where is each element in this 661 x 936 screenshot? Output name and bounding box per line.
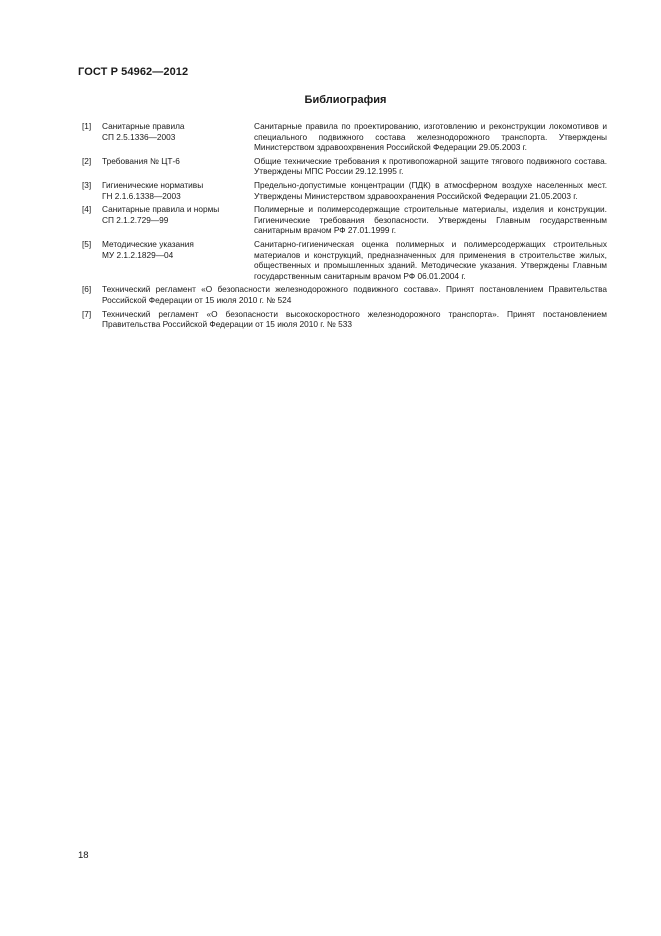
bibliography-entry-4 [82,204,607,236]
entry-number: [2] [82,155,92,166]
entry-title-line: Требования № ЦТ-6 [102,155,180,166]
entry-description: Полимерные и полимерсодержащие строительные материалы, изделия и конструкции. Гигиенические требования безопасности. Утверждены Главным государственным санитарным врачом РФ 27.01.1999 г. [254,204,607,236]
bibliography-entry-6 [82,284,607,305]
entry-title-line: МУ 2.1.2.1829—04 [102,249,174,260]
entry-description: Предельно-допустимые концентрации (ПДК) в атмосферном воздухе населенных мест. Утверждены Министерством здравоохранения Российской Федерации 21.05.2003 г. [254,179,607,201]
page-number: 18 [78,850,89,861]
entry-title [102,204,254,236]
entry-title-line: Методические указания [102,238,194,249]
entry-title-line: СП 2.1.2.729—99 [102,214,169,225]
bibliography-entry-3 [82,180,607,201]
entry-number: [6] [82,284,92,295]
entry-full-text: Технический регламент «О безопасности железнодорожного подвижного состава». Принят постановлением Правительства Российской Федерации от 15 июля 2010 г. № 524 [102,284,607,305]
entry-title-line: Санитарные правила и нормы [102,204,220,215]
entry-title-line: СП 2.5.1336—2003 [102,131,176,142]
entry-description: Санитарно-гигиеническая оценка полимерных и полимерсодержащих строительных материалов и конструкций, предназначенных для применения в строительстве жилых, общественных и промышленных зданий. Методические указания. Утверждены Главным государственным санитарным врачом РФ 06.01.2004 г. [254,238,607,281]
entry-description: Общие технические требования к противопожарной защите тягового подвижного состава. Утверждены МПС России 29.12.1995 г. [254,155,607,177]
entry-title [102,239,254,281]
entry-title [102,180,254,201]
bibliography-entry-1 [82,121,607,153]
bibliography-entry-7 [82,309,607,330]
bibliography-entry-2 [82,156,607,177]
entry-number: [4] [82,204,92,215]
entry-full-text: Технический регламент «О безопасности высокоскоростного железнодорожного транспорта». Принят постановлением Правительства Российской Федерации от 15 июля 2010 г. № 533 [102,308,607,330]
section-title: Библиография [304,94,387,106]
entry-number: [7] [82,308,92,319]
entry-title [102,121,254,153]
entry-number: [3] [82,179,92,190]
bibliography-list [82,121,607,333]
entry-number: [5] [82,238,92,249]
entry-title-line: Санитарные правила [102,121,185,131]
entry-title-line: ГН 2.1.6.1338—2003 [102,190,181,201]
entry-description: Санитарные правила по проектированию, изготовлению и реконструкции локомотивов и специального подвижного состава железнодорожного транспорта. Утверждены Министерством здравоохрвнения Российской Федерации 29.05.2003 г. [254,121,607,153]
entry-title [102,156,254,177]
entry-title-line: Гигиенические нормативы [102,179,204,190]
bibliography-entry-5 [82,239,607,281]
entry-number: [1] [82,121,92,131]
document-code-header: ГОСТ Р 54962—2012 [78,66,189,78]
